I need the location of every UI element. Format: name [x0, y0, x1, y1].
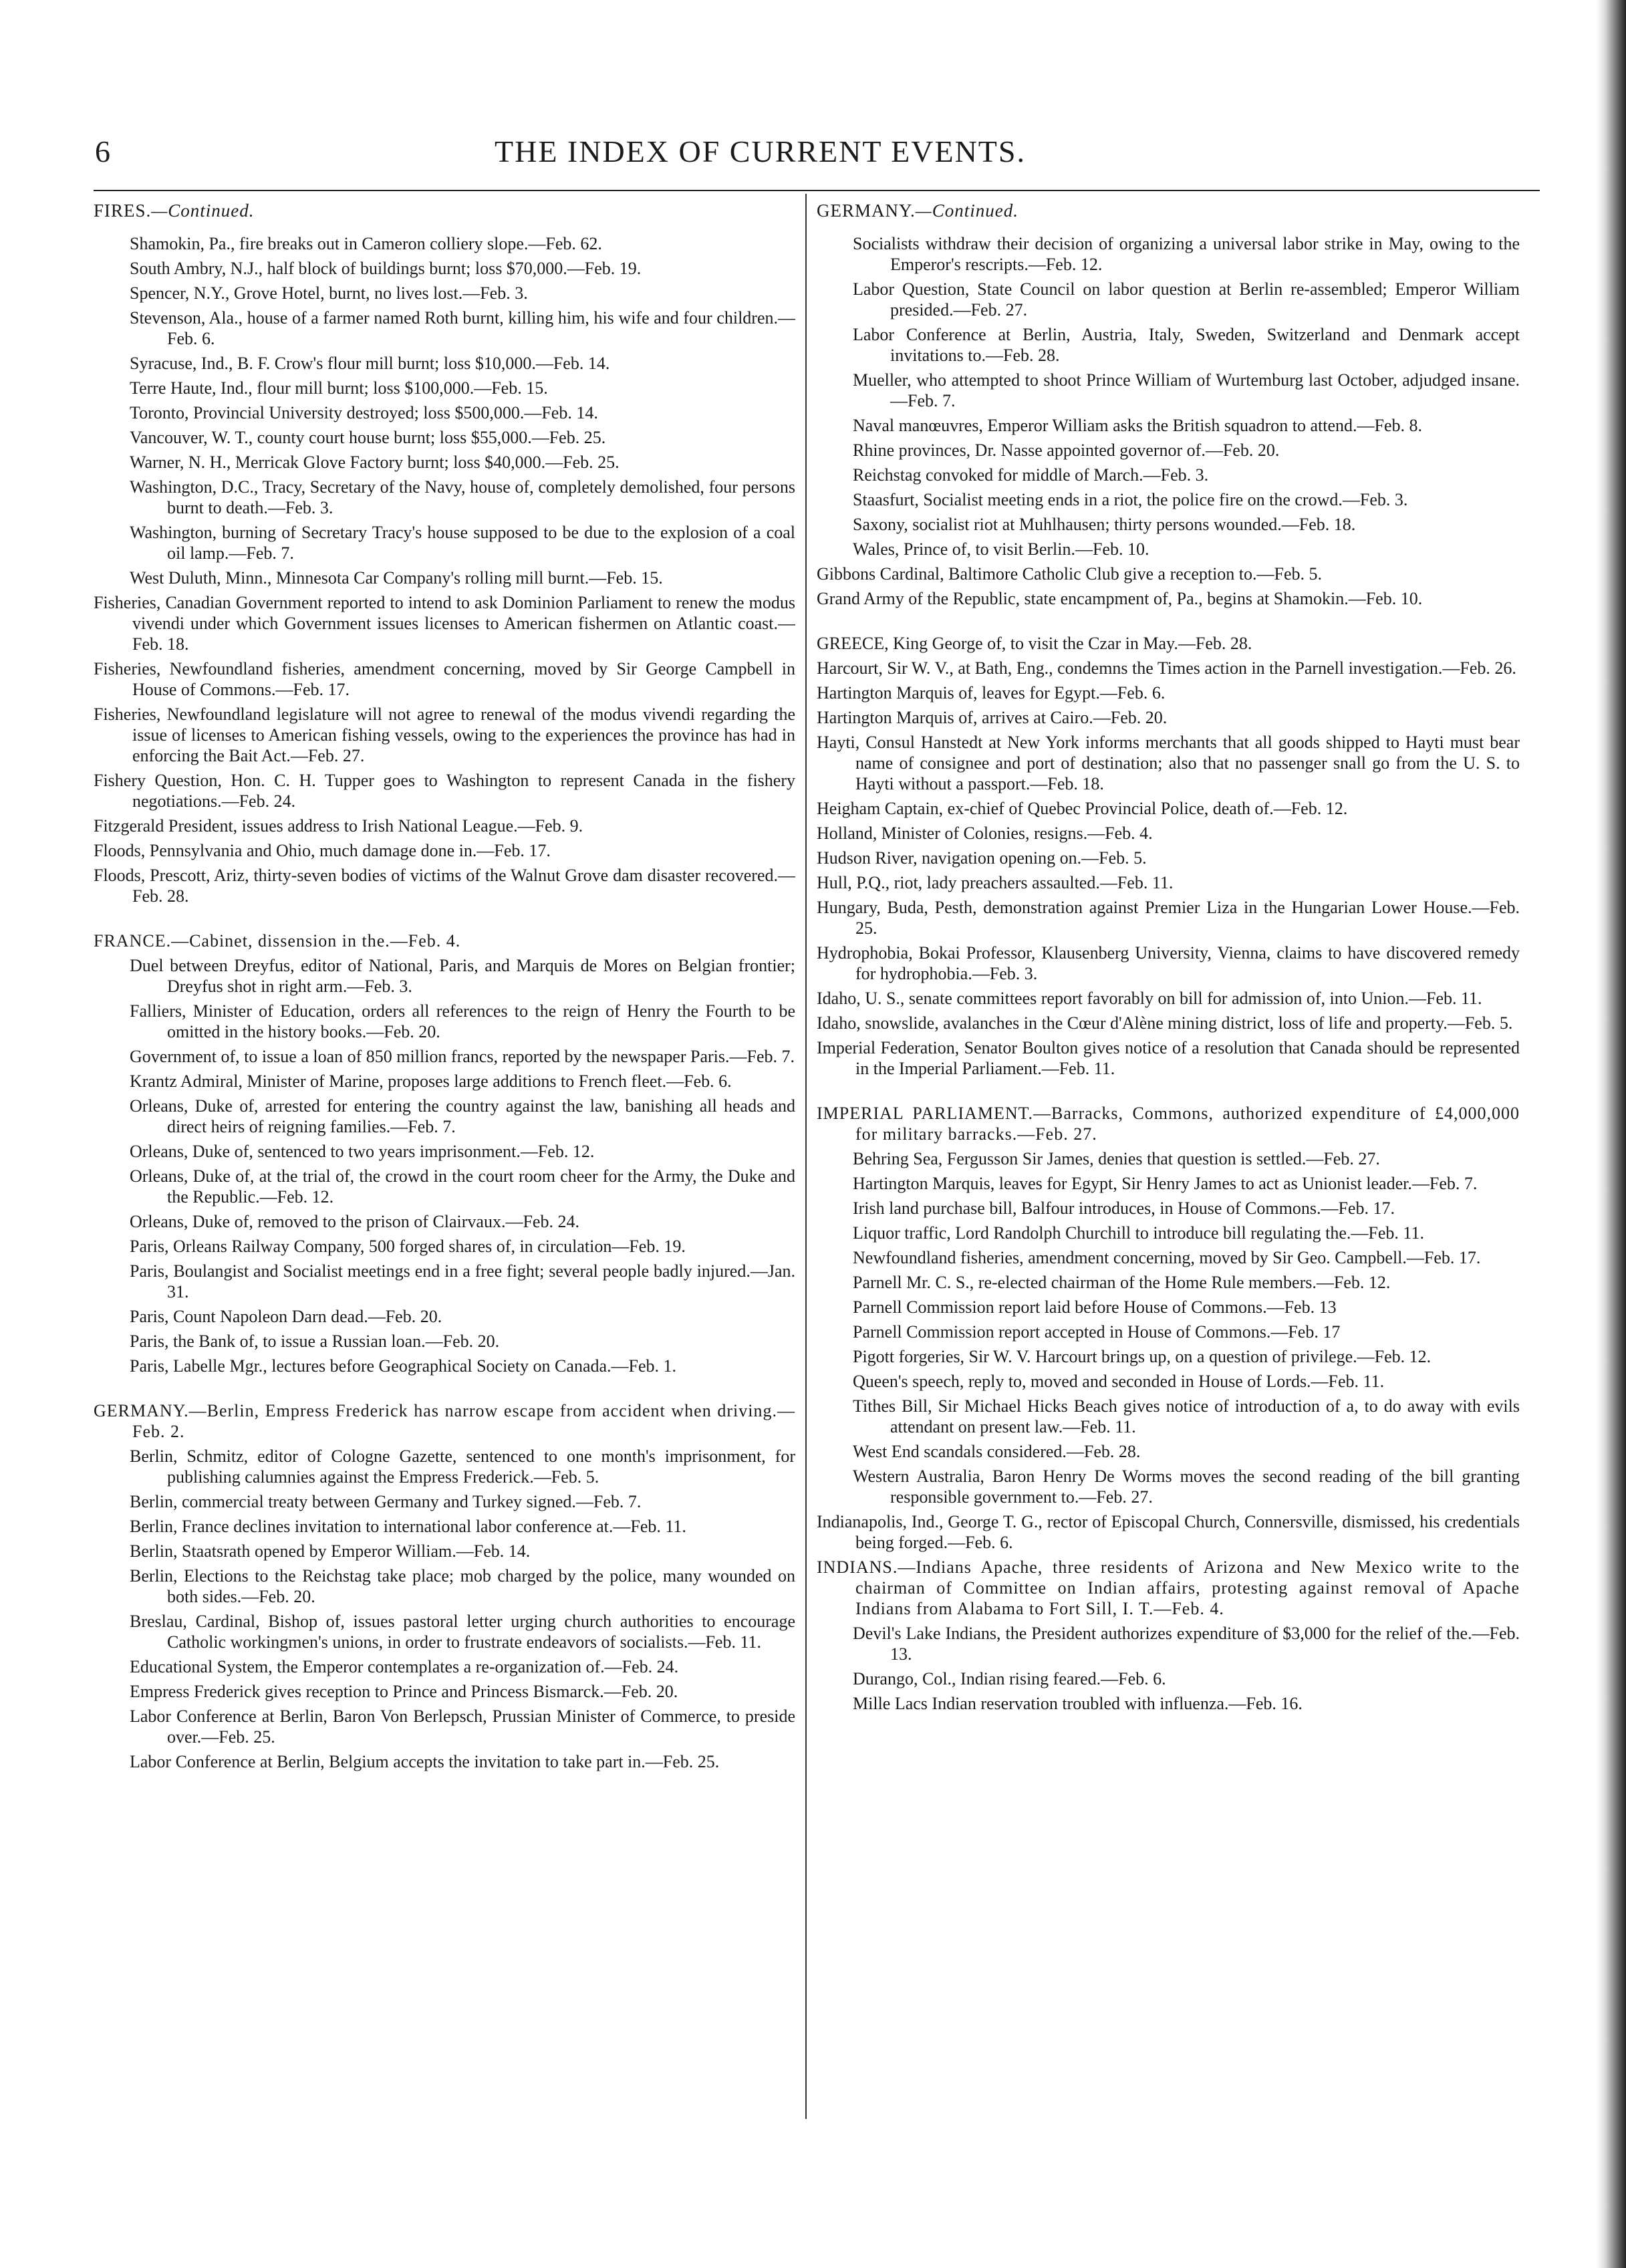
index-entry: Floods, Prescott, Ariz, thirty-seven bodies of victims of the Walnut Grove dam disaster recovered.—Feb. 28.: [94, 866, 795, 906]
index-entry: Warner, N. H., Merricak Glove Factory burnt; loss $40,000.—Feb. 25.: [130, 453, 620, 472]
index-entry: Stevenson, Ala., house of a farmer named Roth burnt, killing him, his wife and four children.—Feb. 6.: [130, 308, 795, 348]
section-heading-germany: GERMANY.—Berlin, Empress Frederick has narrow escape from accident when driving.—Feb. 2.: [94, 1401, 795, 1441]
index-entry: Fitzgerald President, issues address to Irish National League.—Feb. 9.: [94, 816, 583, 836]
index-entry: Fisheries, Canadian Government reported to intend to ask Dominion Parliament to renew the modus vivendi under which Government issues licenses to American fishermen on Atlantic coast.—Feb. 18.: [94, 593, 795, 654]
index-entry: Berlin, Schmitz, editor of Cologne Gazette, sentenced to one month's imprisonment, for publishing calumnies against the Empress Frederick.—Feb. 5.: [130, 1446, 795, 1487]
index-entry: Toronto, Provincial University destroyed; loss $500,000.—Feb. 14.: [130, 403, 598, 422]
index-entry: Syracuse, Ind., B. F. Crow's flour mill burnt; loss $10,000.—Feb. 14.: [130, 354, 610, 373]
section-gap: [817, 613, 1520, 633]
index-entry: Durango, Col., Indian rising feared.—Feb. 6.: [853, 1669, 1166, 1688]
france-entry-list: [94, 955, 795, 1376]
index-entry: Labor Conference at Berlin, Belgium accepts the invitation to take part in.—Feb. 25.: [130, 1752, 720, 1771]
index-entry: Liquor traffic, Lord Randolph Churchill to introduce bill regulating the.—Feb. 11.: [853, 1223, 1424, 1243]
index-entry: Labor Conference at Berlin, Austria, Italy, Sweden, Switzerland and Denmark accept invitations to.—Feb. 28.: [853, 325, 1520, 365]
index-entry: Berlin, France declines invitation to international labor conference at.—Feb. 11.: [130, 1517, 686, 1536]
index-entry: Hungary, Buda, Pesth, demonstration against Premier Liza in the Hungarian Lower House.—Feb. 25.: [817, 898, 1520, 938]
index-entry: Imperial Federation, Senator Boulton gives notice of a resolution that Canada should be represented in the Imperial Parliament.—Feb. 11.: [817, 1038, 1520, 1078]
section-gap: [94, 1380, 795, 1400]
index-entry: Fisheries, Newfoundland fisheries, amendment concerning, moved by Sir George Campbell in House of Commons.—Feb. 17.: [94, 659, 795, 699]
index-entry: Hartington Marquis of, arrives at Cairo.—Feb. 20.: [817, 708, 1168, 727]
index-entry: Grand Army of the Republic, state encampment of, Pa., begins at Shamokin.—Feb. 10.: [817, 589, 1423, 608]
header-rule: [94, 190, 1540, 191]
index-entry: Paris, Boulangist and Socialist meetings end in a free fight; several people badly injured.—Jan. 31.: [130, 1261, 795, 1301]
index-entry: Shamokin, Pa., fire breaks out in Cameron colliery slope.—Feb. 62.: [130, 234, 602, 253]
index-entry: Western Australia, Baron Henry De Worms moves the second reading of the bill granting responsible government to.—Feb. 27.: [853, 1467, 1520, 1507]
index-entry: Spencer, N.Y., Grove Hotel, burnt, no lives lost.—Feb. 3.: [130, 283, 528, 303]
index-entry: Mueller, who attempted to shoot Prince William of Wurtemburg last October, adjudged insane.—Feb. 7.: [853, 370, 1520, 410]
index-entry: Devil's Lake Indians, the President authorizes expenditure of $3,000 for the relief of the.—Feb. 13.: [853, 1624, 1520, 1664]
right-column: [817, 201, 1520, 2126]
index-entry: Hartington Marquis of, leaves for Egypt.—Feb. 6.: [817, 683, 1166, 703]
index-entry: Orleans, Duke of, arrested for entering the country against the law, banishing all heads and direct heirs of reigning families.—Feb. 7.: [130, 1096, 795, 1136]
index-entry: Paris, the Bank of, to issue a Russian loan.—Feb. 20.: [130, 1332, 500, 1351]
index-entry: Vancouver, W. T., county court house burnt; loss $55,000.—Feb. 25.: [130, 428, 606, 447]
index-entry: Hartington Marquis, leaves for Egypt, Sir Henry James to act as Unionist leader.—Feb. 7.: [853, 1174, 1478, 1193]
index-entry: Labor Question, State Council on labor question at Berlin re-assembled; Emperor William presided.—Feb. 27.: [853, 279, 1520, 320]
index-entry: Reichstag convoked for middle of March.—Feb. 3.: [853, 465, 1209, 485]
index-entry: Orleans, Duke of, removed to the prison of Clairvaux.—Feb. 24.: [130, 1212, 579, 1231]
index-entry: Tithes Bill, Sir Michael Hicks Beach gives notice of introduction of a, to do away with evils attendant on present law.—Feb. 11.: [853, 1396, 1520, 1436]
index-entry: Idaho, U. S., senate committees report favorably on bill for admission of, into Union.—Feb. 11.: [817, 989, 1482, 1008]
index-entry: Behring Sea, Fergusson Sir James, denies that question is settled.—Feb. 27.: [853, 1149, 1380, 1168]
index-entry: Hudson River, navigation opening on.—Feb. 5.: [817, 848, 1147, 868]
index-entry: Hull, P.Q., riot, lady preachers assaulted.—Feb. 11.: [817, 873, 1174, 892]
index-entry: Staasfurt, Socialist meeting ends in a riot, the police fire on the crowd.—Feb. 3.: [853, 490, 1408, 509]
index-entry: South Ambry, N.J., half block of buildings burnt; loss $70,000.—Feb. 19.: [130, 259, 642, 278]
index-entry: Saxony, socialist riot at Muhlhausen; thirty persons wounded.—Feb. 18.: [853, 515, 1356, 534]
section-heading-indians: INDIANS.—Indians Apache, three residents of Arizona and New Mexico write to the chairman of Committee on Indian affairs, protesting against removal of Apache Indians from Alabama to Fort Sill, I. T.—Feb. 4.: [817, 1557, 1520, 1618]
parliament-entry-list: [817, 1148, 1520, 1507]
index-entry: Government of, to issue a loan of 850 million francs, reported by the newspaper Paris.—Feb. 7.: [130, 1047, 795, 1066]
indians-entry-list: [817, 1623, 1520, 1714]
index-entry: Pigott forgeries, Sir W. V. Harcourt brings up, on a question of privilege.—Feb. 12.: [853, 1347, 1432, 1366]
index-entry: Paris, Count Napoleon Darn dead.—Feb. 20.: [130, 1307, 442, 1326]
index-entry: Fishery Question, Hon. C. H. Tupper goes to Washington to represent Canada in the fishery negotiations.—Feb. 24.: [94, 771, 795, 811]
index-entry: Krantz Admiral, Minister of Marine, proposes large additions to French fleet.—Feb. 6.: [130, 1072, 732, 1091]
index-entry: Washington, burning of Secretary Tracy's house supposed to be due to the explosion of a coal oil lamp.—Feb. 7.: [130, 523, 795, 563]
continued-label: —Continued.: [915, 201, 1019, 221]
index-entry: Duel between Dreyfus, editor of National, Paris, and Marquis de Mores on Belgian frontier; Dreyfus shot in right arm.—Feb. 3.: [130, 956, 795, 996]
index-entry: Labor Conference at Berlin, Baron Von Berlepsch, Prussian Minister of Commerce, to preside over.—Feb. 25.: [130, 1707, 795, 1747]
index-entry: Paris, Orleans Railway Company, 500 forged shares of, in circulation—Feb. 19.: [130, 1237, 686, 1256]
index-entry: Educational System, the Emperor contemplates a re-organization of.—Feb. 24.: [130, 1657, 679, 1676]
section-gap: [817, 1083, 1520, 1103]
section-gap: [94, 910, 795, 930]
index-entry: Indianapolis, Ind., George T. G., rector of Episcopal Church, Connersville, dismissed, his credentials being forged.—Feb. 6.: [817, 1512, 1520, 1552]
g-entry-list: [817, 563, 1520, 609]
left-column: [94, 201, 795, 2126]
index-entry: Breslau, Cardinal, Bishop of, issues pastoral letter urging church authorities to encourage Catholic workingmen's unions, in order to frustrate endeavors of socialists.—Feb. 11.: [130, 1612, 795, 1652]
index-entry: Paris, Labelle Mgr., lectures before Geographical Society on Canada.—Feb. 1.: [130, 1356, 677, 1376]
section-heading-france: FRANCE.—Cabinet, dissension in the.—Feb. 4.: [94, 931, 461, 951]
index-entry: Mille Lacs Indian reservation troubled with influenza.—Feb. 16.: [853, 1694, 1303, 1713]
index-entry: Berlin, Elections to the Reichstag take place; mob charged by the police, many wounded on both sides.—Feb. 20.: [130, 1566, 795, 1606]
index-entry: Naval manœuvres, Emperor William asks the British squadron to attend.—Feb. 8.: [853, 416, 1422, 435]
index-entry: Irish land purchase bill, Balfour introduces, in House of Commons.—Feb. 17.: [853, 1199, 1395, 1218]
index-entry: Empress Frederick gives reception to Prince and Princess Bismarck.—Feb. 20.: [130, 1682, 678, 1701]
section-heading-germany-continued: [817, 201, 1520, 221]
page-number: 6: [95, 134, 110, 168]
fisheries-entry-list: [94, 592, 795, 906]
index-entry: West End scandals considered.—Feb. 28.: [853, 1442, 1141, 1461]
h-entry-list: [817, 633, 1520, 1079]
section-heading-imperial-parliament: IMPERIAL PARLIAMENT.—Barracks, Commons, authorized expenditure of £4,000,000 for military barracks.—Feb. 27.: [817, 1104, 1520, 1144]
index-entry: Harcourt, Sir W. V., at Bath, Eng., condemns the Times action in the Parnell investigation.—Feb. 26.: [817, 658, 1516, 678]
index-entry: Gibbons Cardinal, Baltimore Catholic Club give a reception to.—Feb. 5.: [817, 564, 1323, 584]
index-entry: Queen's speech, reply to, moved and seconded in House of Lords.—Feb. 11.: [853, 1372, 1385, 1391]
index-entry: Orleans, Duke of, at the trial of, the crowd in the court room cheer for the Army, the Duke and the Republic.—Feb. 12.: [130, 1166, 795, 1207]
index-entry: GREECE, King George of, to visit the Czar in May.—Feb. 28.: [817, 634, 1252, 653]
index-entry: Idaho, snowslide, avalanches in the Cœur d'Alène mining district, loss of life and property.—Feb. 5.: [817, 1013, 1513, 1033]
germany-continued-entry-list: [817, 233, 1520, 559]
index-entry: Berlin, commercial treaty between Germany and Turkey signed.—Feb. 7.: [130, 1492, 642, 1511]
index-entry: West Duluth, Minn., Minnesota Car Company's rolling mill burnt.—Feb. 15.: [130, 568, 663, 588]
index-entry: Berlin, Staatsrath opened by Emperor William.—Feb. 14.: [130, 1541, 531, 1561]
index-entry: Heigham Captain, ex-chief of Quebec Provincial Police, death of.—Feb. 12.: [817, 799, 1348, 818]
index-entry: Parnell Commission report laid before House of Commons.—Feb. 13: [853, 1297, 1337, 1317]
index-entry: Floods, Pennsylvania and Ohio, much damage done in.—Feb. 17.: [94, 841, 551, 860]
index-entry: Fisheries, Newfoundland legislature will not agree to renewal of the modus vivendi regarding the issue of licenses to American fishing vessels, owing to the experiences the province has had in enforcing the Bait Act.—Feb. 27.: [94, 705, 795, 765]
index-entry: Hayti, Consul Hanstedt at New York informs merchants that all goods shipped to Hayti must bear name of consignee and port of destination; also that no passenger snall go from the U. S. to Hayti without a passport.—Feb. 18.: [817, 733, 1520, 793]
fires-entry-list: [94, 233, 795, 588]
germany-heading: GERMANY.: [817, 201, 916, 221]
index-entry: Orleans, Duke of, sentenced to two years imprisonment.—Feb. 12.: [130, 1142, 595, 1161]
index-entry: Falliers, Minister of Education, orders all references to the reign of Henry the Fourth to be omitted in the history books.—Feb. 20.: [130, 1001, 795, 1041]
index-entry: Newfoundland fisheries, amendment concerning, moved by Sir Geo. Campbell.—Feb. 17.: [853, 1248, 1481, 1267]
index-entry: Rhine provinces, Dr. Nasse appointed governor of.—Feb. 20.: [853, 440, 1280, 460]
index-entry: Socialists withdraw their decision of organizing a universal labor strike in May, owing to the Emperor's rescripts.—Feb. 12.: [853, 234, 1520, 274]
column-divider: [805, 194, 807, 2119]
fires-heading: FIRES.: [94, 201, 152, 221]
index-entry: Holland, Minister of Colonies, resigns.—Feb. 4.: [817, 824, 1153, 843]
index-entry: Parnell Commission report accepted in House of Commons.—Feb. 17: [853, 1322, 1341, 1342]
index-entry: Hydrophobia, Bokai Professor, Klausenberg University, Vienna, claims to have discovered remedy for hydrophobia.—Feb. 3.: [817, 943, 1520, 983]
index-entry: Wales, Prince of, to visit Berlin.—Feb. 10.: [853, 539, 1149, 559]
index-entry: Washington, D.C., Tracy, Secretary of the Navy, house of, completely demolished, four persons burnt to death.—Feb. 3.: [130, 477, 795, 517]
continued-label: —Continued.: [151, 201, 255, 221]
index-entry: Parnell Mr. C. S., re-elected chairman of the Home Rule members.—Feb. 12.: [853, 1273, 1391, 1292]
germany-entry-list: [94, 1446, 795, 1772]
running-title: THE INDEX OF CURRENT EVENTS.: [495, 134, 1026, 168]
scan-edge-shadow: [1597, 0, 1626, 2268]
section-heading-fires: [94, 201, 795, 221]
index-entry: Terre Haute, Ind., flour mill burnt; loss $100,000.—Feb. 15.: [130, 378, 548, 398]
